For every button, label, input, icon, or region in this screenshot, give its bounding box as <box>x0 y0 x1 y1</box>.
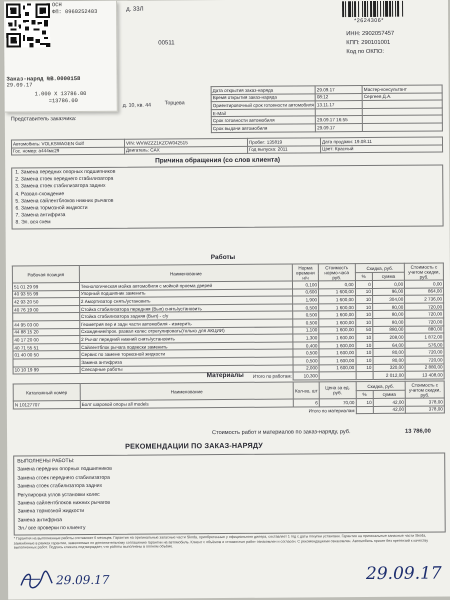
works-cell-sum: 96,00 <box>372 288 404 296</box>
client-signature-date: 29.09.17 <box>55 572 110 588</box>
works-cell-name: Сервис по замене тормозной жидкости <box>80 349 293 358</box>
client-address-line: д. 10, кв. 44 <box>122 102 152 109</box>
recommendation-line: Замена стоек стабилизатора задних <box>17 483 103 490</box>
materials-header-discount: Скидка, руб. <box>356 381 406 390</box>
works-cell-sum: 64,00 <box>373 341 405 349</box>
materials-total-total: 378,00 <box>406 406 445 414</box>
order-info-label: Ориентировочный срок готовности автомобиля <box>212 102 314 109</box>
works-cell-norm: 0,500 <box>293 319 319 327</box>
car-sale-date: Дата продажи: 19.08.11 <box>320 137 442 145</box>
recommendation-line: ВЫПОЛНЕНЫ РАБОТЫ: <box>17 458 75 465</box>
car-plate: Гос. номер: а444мс29 <box>12 147 125 155</box>
works-cell-cost: 1 600,00 <box>319 296 356 304</box>
works-cell-norm: 0,500 <box>293 349 319 357</box>
document-sheet <box>4 0 450 600</box>
works-cell-sum: 80,00 <box>373 311 405 319</box>
works-cell-name: Сайлентблок рычага подвески заменить <box>80 342 293 351</box>
car-model: Автомобиль: VOLKSWAGEN Golf <box>11 139 124 147</box>
reason-item: 1. Замена передних опорных подшипников <box>15 168 116 176</box>
recommendation-line: Замена стоек переднего стабилизатора <box>17 474 110 482</box>
works-cell-sum: 80,00 <box>373 356 405 364</box>
works-cell-pos: 40 71 55 51 <box>13 343 80 351</box>
warranty-footnote: * Гарантия на выполненные работы составляет 6 месяцев. Гарантия на оригинальные запасные части Skoda, приобретенные у официального дилера, составляет 1 год с даты покупки установки. Гарантия на оригинальные запасные части Skoda, заменённые в рамках гарантии, заменяемые по дополнительному соглашению гарантии на автомобиль. Клиент с объёмом и стоимостью работ ознакомлен и согласен. С рекомендациями ознакомлен. Автомобиль принят без претензий к качеству выполненных работ. Подпись клиента подтверждает, что работы выполнены в полном объёме. <box>13 533 429 550</box>
works-cell-cost: 1 600,00 <box>319 319 356 327</box>
works-cell-norm: 1,900 <box>293 296 319 304</box>
receipt-date: 29.09.17 <box>6 82 33 89</box>
works-total-label: Итого по работам: <box>252 373 292 379</box>
works-cell-name: Упорный подшипник заменить <box>79 289 292 298</box>
order-info-value: 29.09.17 <box>316 124 363 132</box>
works-cell-cost: 1 600,00 <box>319 357 356 365</box>
works-cell-total: 720,00 <box>405 348 444 356</box>
order-info-spacer <box>363 123 443 131</box>
representative-label: Представитель заказчика: <box>10 116 77 123</box>
works-cell-pos: 01 40 00 50 <box>13 351 80 359</box>
works-header-total: Стоимость с учетом скидки, руб. <box>405 263 444 280</box>
materials-header-qty: Кол-во, шт <box>293 382 319 399</box>
works-total-sum: 2 012,00 <box>373 371 405 379</box>
order-info-label: E-Mail <box>211 109 315 117</box>
materials-header-pct: % <box>356 390 373 398</box>
works-cell-norm: 0,600 <box>293 288 319 296</box>
works-cell-pos: 51 01 29 99 <box>12 283 79 291</box>
master-signature-date: 29.09.17 <box>365 563 442 585</box>
works-cell-cost: 0,00 <box>318 281 355 289</box>
works-cell-name: 2 Амортизатор снять/установить <box>79 296 292 305</box>
materials-header-number: Каталожный номер <box>13 384 80 401</box>
materials-title: Материалы <box>206 371 244 380</box>
works-header-discount: Скидка, руб. <box>355 263 405 272</box>
receipt-head: ОСН <box>52 2 62 9</box>
works-cell-sum: 320,00 <box>373 364 405 372</box>
works-cell-cost: 1 600,00 <box>319 349 356 357</box>
materials-total-label: Итого по материалам <box>308 407 355 414</box>
works-cell-pos: 44 95 03 00 <box>13 320 80 328</box>
works-cell-name: Технологическая мойка автомобиля с мойкой проема дверей <box>79 281 292 290</box>
works-cell-total: 2 880,00 <box>405 364 444 372</box>
works-cell-cost: 1 600,00 <box>319 364 356 372</box>
works-cell-name: 2 Рычаг передний нижний снять/установить <box>80 334 293 343</box>
materials-table <box>13 380 445 416</box>
receipt-phone: ФП: 0960252403 <box>52 8 98 16</box>
works-cell-norm: 1,300 <box>293 334 319 342</box>
requisite-inn: ИНН: 2902057457 <box>346 30 395 38</box>
materials-cell-qty: 6 <box>293 399 319 407</box>
works-cell-sum: 208,00 <box>373 333 405 341</box>
barcode-number: *2624306* <box>354 17 384 25</box>
recommendation-line: Эл./ все проверки по клиенту <box>17 525 86 532</box>
works-cell-sum: 880,00 <box>373 326 405 334</box>
works-cell-pos: 40 17 20 00 <box>13 336 80 344</box>
works-cell-name: Геометрия пер и задн части автомобиля - измерить <box>80 319 293 328</box>
works-header-sum: сумма <box>372 272 404 280</box>
materials-cell-num: N 10127707 <box>13 401 80 409</box>
materials-cell-pct: 10 <box>356 398 373 406</box>
works-cell-pct: 10 <box>355 303 372 311</box>
grand-total-value: 13 786,00 <box>404 428 431 435</box>
barcode-icon <box>342 1 434 18</box>
materials-cell-name: Болт шаровой опоры all models <box>80 399 293 408</box>
works-cell-sum: 0,00 <box>372 280 404 288</box>
works-cell-total: 720,00 <box>405 356 444 364</box>
car-mileage: Пробег: 135819 <box>247 138 320 146</box>
works-cell-pos: 10 10 19 99 <box>13 366 80 374</box>
recommendation-line: Замена сайлентблоков нижних рычагов <box>17 499 111 507</box>
works-cell-pos: 40 76 19 00 <box>13 305 80 313</box>
works-cell-norm: 0,500 <box>293 304 319 312</box>
works-cell-pct: 10 <box>356 349 373 357</box>
recommendation-line: Замена антифриза <box>17 517 62 524</box>
recommendation-line: Регулировка углов установки колес <box>17 491 100 499</box>
works-cell-pct: 10 <box>356 341 373 349</box>
org-code: 00511 <box>158 40 175 47</box>
order-info-label: Дата открытия заказ-наряда <box>211 86 315 94</box>
materials-cell-total: 378,00 <box>405 398 444 406</box>
works-title: Работы <box>210 253 236 262</box>
works-cell-total: 864,00 <box>405 288 444 296</box>
reason-item: 6. Замена тормозной жидкости <box>15 204 88 212</box>
works-cell-name: Схождение/прок. развал колес отрегулировать(только для АКЦИИ) <box>80 327 293 336</box>
recommendation-line: Замена тормозной жидкости <box>17 508 85 515</box>
client-signature-icon <box>18 567 56 593</box>
materials-cell-price: 70,00 <box>319 399 356 407</box>
car-info-table <box>11 136 443 155</box>
works-cell-name: Слесарные работы <box>80 365 293 374</box>
materials-header-price: Цена за ед. руб. <box>319 382 356 399</box>
materials-header-total: Стоимость с учетом скидки, руб. <box>405 381 444 398</box>
works-cell-cost: 1 600,00 <box>319 334 356 342</box>
works-cell-pct: 10 <box>355 311 372 319</box>
works-cell-norm: 0,100 <box>293 281 319 289</box>
order-info-row <box>211 123 442 132</box>
works-cell-total: 720,00 <box>405 310 444 318</box>
recommendations-box <box>13 452 446 535</box>
works-table <box>12 262 445 382</box>
order-info-value: 08:12 <box>315 93 362 101</box>
works-header-pct: % <box>355 272 372 280</box>
master-label: Мастер-консультант <box>362 85 442 93</box>
works-cell-pct: 10 <box>356 364 373 372</box>
works-cell-name: Стойка стабилизатора задняя (Вып) - с/у <box>79 311 292 320</box>
grand-total-label: Стоимость работ и материалов по заказ-наряду, руб. <box>212 429 351 437</box>
works-cell-pos: 40 93 55 99 <box>13 290 80 298</box>
car-vin: VIN: WVWZZZ1KZCW042515 <box>124 138 247 146</box>
materials-header-name: Наименование <box>80 382 293 400</box>
works-cell-norm: 1,100 <box>293 326 319 334</box>
materials-total-sum: 42,00 <box>373 406 405 414</box>
recommendation-line: Замена передних опорных подшипников <box>17 466 112 473</box>
reason-item: 4. Развал-схождение <box>15 190 65 198</box>
org-address: д. 33Л <box>126 6 144 13</box>
requisite-kpp: КПП: 290101001 <box>346 39 391 47</box>
recommendations-title: РЕКОМЕНДАЦИИ ПО ЗАКАЗ-НАРЯДУ <box>125 440 263 451</box>
works-cell-sum: 80,00 <box>373 318 405 326</box>
reason-item: 8. Эл. вся схем <box>15 219 51 226</box>
works-cell-pct: 10 <box>356 356 373 364</box>
works-cell-total: 880,00 <box>405 326 444 334</box>
works-cell-name: Стойка стабилизатора передняя (Вып) снять/установить <box>79 304 292 313</box>
works-header-norm: Норма времени н/ч <box>292 264 318 281</box>
works-total-total: 13 408,00 <box>405 371 444 379</box>
works-cell-cost: 1 600,00 <box>319 303 356 311</box>
reason-item: 2. Замена стоек переднего стабилизатора <box>15 175 114 183</box>
reason-item: 3. Замена стоек стабилизатора задних <box>15 183 106 190</box>
order-info-label: Время открытия заказ-наряда <box>211 93 315 101</box>
car-year: Год выпуска: 2011 <box>248 145 321 153</box>
works-cell-cost: 1 600,00 <box>319 288 356 296</box>
works-cell-pct: 0 <box>355 280 372 288</box>
order-info-label: Срок выдачи автомобиля <box>211 124 315 132</box>
client-name-fragment: Торцева <box>164 100 185 107</box>
order-info-value: 29.09.17 <box>315 86 362 94</box>
works-cell-pct: 10 <box>355 288 372 296</box>
order-info-label: Срок готовности автомобиля <box>211 116 315 124</box>
works-cell-total: 0,00 <box>405 280 444 288</box>
works-cell-cost: 1 600,00 <box>319 341 356 349</box>
qr-code-icon <box>6 3 50 47</box>
order-info-table <box>211 84 443 132</box>
master-name: Сергеев Д.А. <box>362 93 442 101</box>
works-cell-norm: 2,000 <box>293 364 319 372</box>
order-info-value: 29.09.17 16:55 <box>315 116 362 124</box>
works-cell-sum: 80,00 <box>373 349 405 357</box>
works-total-norm: 10,300 <box>293 372 319 380</box>
works-cell-total: 720,00 <box>405 318 444 326</box>
materials-header-sum: сумма <box>373 390 405 398</box>
works-cell-pct: 50 <box>355 326 372 334</box>
works-cell-pct: 10 <box>355 334 372 342</box>
car-color: Цвет: Красный <box>321 145 443 153</box>
works-cell-total: 576,00 <box>405 341 444 349</box>
order-info-value: 13.11.17 <box>315 101 362 109</box>
reason-item: 7. Замена антифриза <box>15 212 66 219</box>
requisite-okpo: Код по ОКПО: <box>346 48 385 56</box>
works-header-name: Наименование <box>79 264 292 282</box>
car-engine: Двигатель: CAX <box>125 146 248 154</box>
works-cell-norm: 0,400 <box>293 342 319 350</box>
works-header-position: Рабочая позиция <box>12 266 79 283</box>
works-cell-pos: 42 93 20 50 <box>13 298 80 306</box>
receipt-document: Заказ-наряд №В.0000158 <box>6 75 81 83</box>
receipt-line: 1.000 X 13786.00 <box>34 90 87 98</box>
works-cell-cost: 1 600,00 <box>319 311 356 319</box>
works-cell-total: 1 872,00 <box>405 333 444 341</box>
cash-receipt <box>4 1 118 113</box>
works-cell-total: 2 736,00 <box>405 295 444 303</box>
works-header-cost: Стоимость нормо-часа руб. <box>318 264 355 281</box>
reason-title: Причина обращения (со слов клиента) <box>155 156 281 165</box>
works-cell-name: Замена антифриза <box>80 357 293 366</box>
reason-item: 5. Замена сайлентблоков нижних рычагов <box>15 197 114 205</box>
works-cell-pos: 44 88 15 20 <box>13 328 80 336</box>
works-cell-total: 720,00 <box>405 303 444 311</box>
works-cell-sum: 80,00 <box>372 303 404 311</box>
works-cell-pct: 10 <box>355 318 372 326</box>
materials-cell-sum: 42,00 <box>373 398 405 406</box>
works-cell-pct: 10 <box>355 296 372 304</box>
works-cell-cost: 1 600,00 <box>319 326 356 334</box>
works-cell-norm: 0,500 <box>293 311 319 319</box>
receipt-line-total: =13786.00 <box>48 98 78 105</box>
reason-box <box>11 164 443 229</box>
works-cell-norm: 0,500 <box>293 357 319 365</box>
works-cell-sum: 304,00 <box>372 295 404 303</box>
